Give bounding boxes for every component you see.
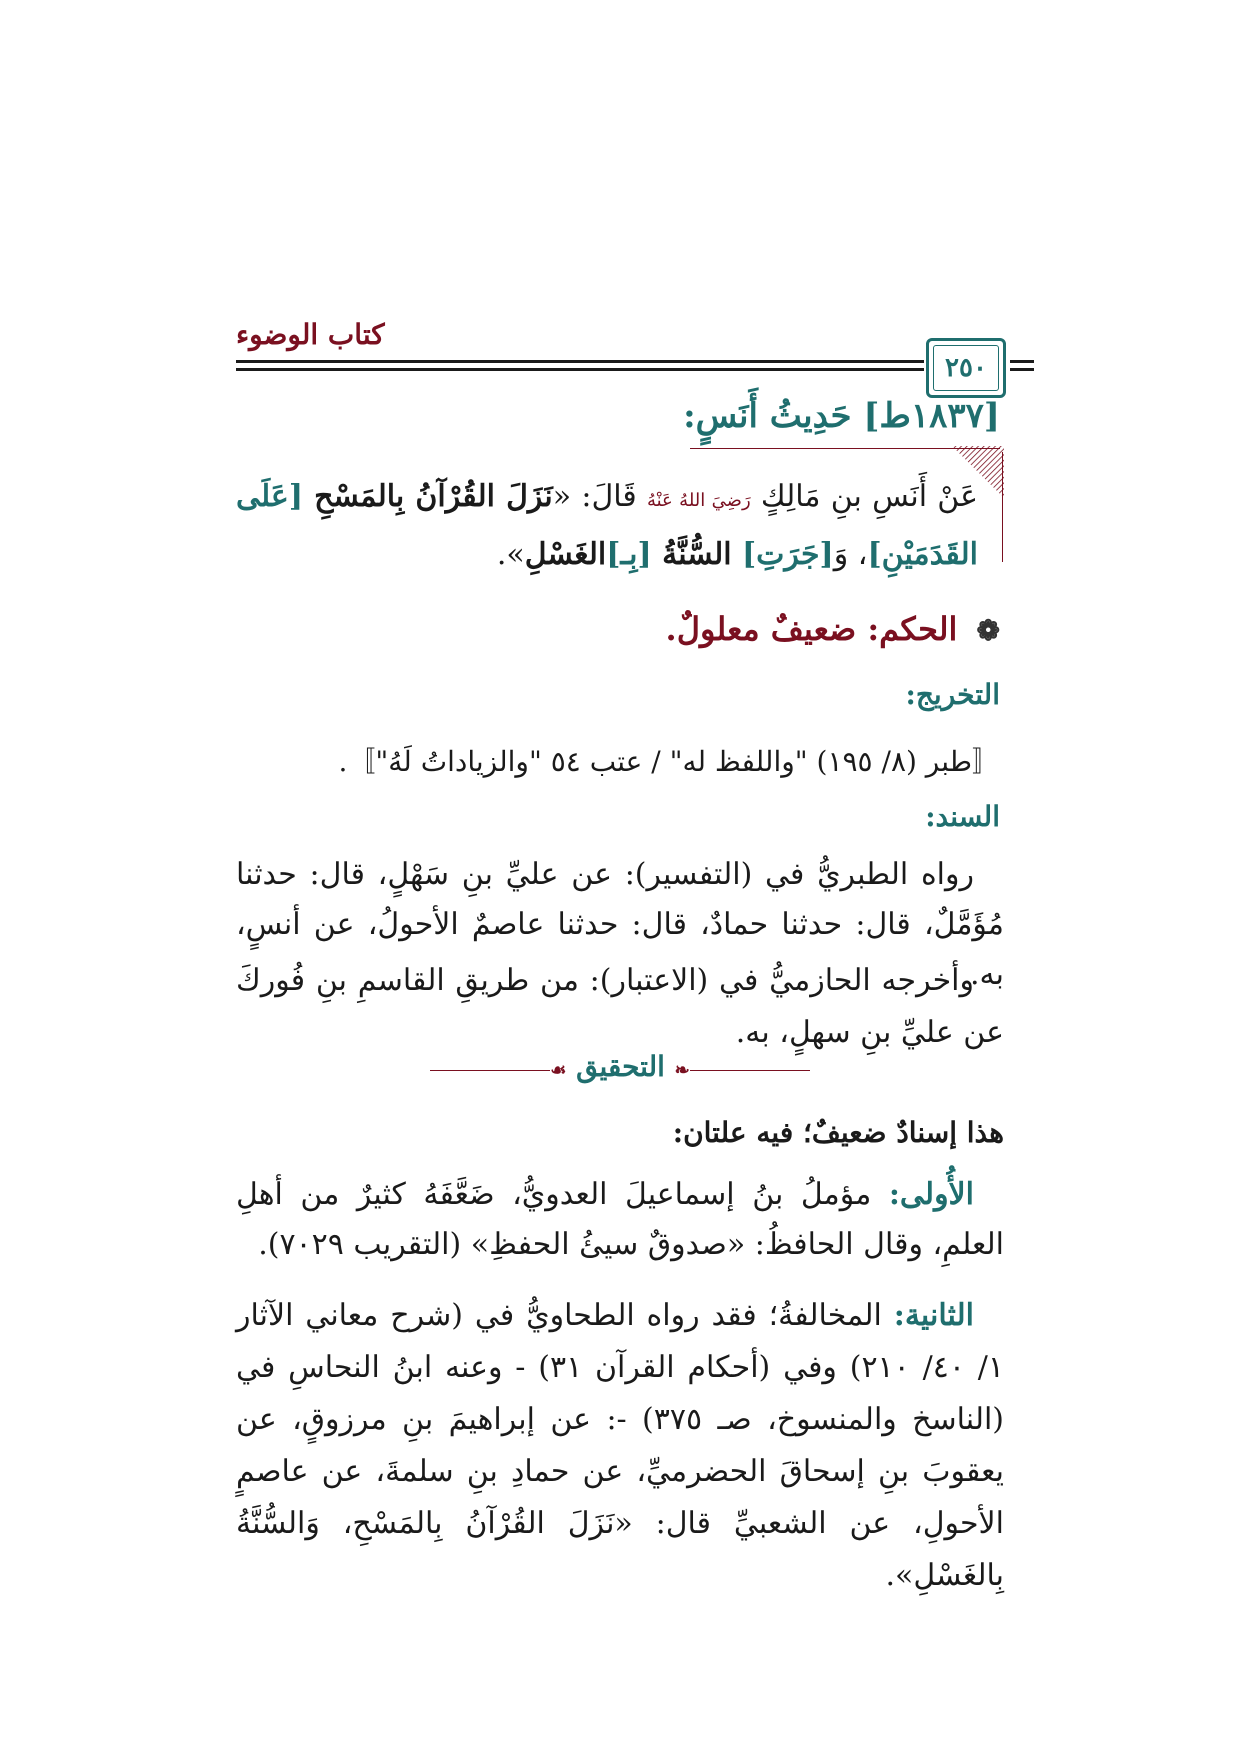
header-rule-bottom (236, 368, 924, 371)
hadith-number: [١٨٣٧ط] (863, 396, 1000, 436)
takhrij-text: 〚طبر (٨/ ١٩٥) "واللفظ له" / عتب ٥٤ "والزياداتُ لَهُ"〛. (338, 745, 1000, 778)
first-issue (236, 1170, 1004, 1270)
tahqiq-divider (430, 1050, 810, 1090)
second-text: المخالفةُ؛ فقد رواه الطحاويُّ في (شرح معاني الآثار ١/ ٤٠/ ٢١٠) وفي (أحكام القرآن ٣١) - وعنه ابنُ النحاسِ في (الناسخ والمنسوخ، صـ ٣٧٥) -: عن إبراهيمَ بنِ مرزوقٍ، عن يعقوبَ بنِ إسحاقَ الحضرميِّ، عن حمادِ بنِ سلمةَ، عن عاصمٍ الأحولِ، عن الشعبيِّ قال: «نَزَلَ القُرْآنُ بِالمَسْحِ، وَالسُّنَّةُ بِالغَسْلِ». (236, 1298, 1005, 1593)
header-rule-top (236, 360, 924, 363)
ruling-label: الحكم: (867, 610, 958, 648)
first-label: الأُولى: (888, 1177, 974, 1212)
tahqiq-label (430, 1050, 810, 1083)
page-number-badge (926, 338, 1006, 398)
hadith-bold-1: نَزَلَ القُرْآنُ بِالمَسْحِ (314, 479, 553, 514)
sanad-paragraph-2 (236, 955, 1004, 1059)
hadith-title: حَدِيثُ أَنَسٍ: (683, 396, 852, 436)
tahqiq-intro: هذا إسنادٌ ضعيفٌ؛ فيه علتان: (672, 1116, 1004, 1149)
first-text: مؤملُ بنُ إسماعيلَ العدويُّ، ضَعَّفَهُ كثيرٌ من أهلِ العلمِ، وقال الحافظُ: «صدوقٌ سيئُ الحفظِ» (التقريب ٧٠٢٩). (236, 1177, 1004, 1262)
second-issue (236, 1290, 1004, 1602)
hadith-bracket-2: [جَرَتِ] (741, 537, 834, 572)
honorific: رَضِيَ اللهُ عَنْهُ (646, 490, 751, 511)
second-label: الثانية: (893, 1298, 974, 1333)
header-rule-right-top (1010, 360, 1034, 363)
hadith-bracket-3: [بِـ] (606, 537, 652, 572)
page-number: ٢٥٠ (945, 353, 987, 383)
hadith-end: ». (496, 537, 525, 572)
ornament-right-icon: ☙ (550, 1060, 567, 1081)
book-title: كتاب الوضوء (236, 318, 385, 351)
hadith-comma: ، وَ (833, 537, 868, 572)
hadith-bold-2: السُّنَّةُ (651, 537, 742, 572)
takhrij-title: التخريج: (905, 678, 1000, 711)
hadith-text (236, 470, 978, 582)
hadith-bold-3: الغَسْلِ (524, 537, 607, 572)
hadith-text-prefix: عَنْ أَنَسِ بنِ مَالِكٍ (750, 479, 979, 514)
hadith-heading (683, 396, 1000, 436)
header-rule-right-bottom (1010, 368, 1034, 371)
hadith-text-qal: قَالَ: « (552, 479, 647, 514)
ornament-left-icon: ❧ (674, 1060, 690, 1081)
sanad-title: السند: (925, 800, 1000, 833)
ruling (666, 610, 1000, 648)
ruling-value: ضعيفٌ معلولٌ. (665, 610, 857, 648)
sanad-p1: رواه الطبريُّ في (التفسير): عن عليِّ بنِ سَهْلٍ، قال: حدثنا مُؤَمَّلٌ، قال: حدثنا حمادٌ، قال: حدثنا عاصمٌ الأحولُ، عن أنسٍ، به. (236, 857, 1004, 992)
flower-icon: ❁ (976, 614, 1000, 647)
tahqiq-title: التحقيق (576, 1050, 665, 1083)
sanad-p2: وأخرجه الحازميُّ في (الاعتبار): من طريقِ القاسمِ بنِ فُوركَ عن عليِّ بنِ سهلٍ، به. (236, 963, 1004, 1050)
hadith-bracket-1: [عَلَى القَدَمَيْنِ] (236, 479, 978, 572)
